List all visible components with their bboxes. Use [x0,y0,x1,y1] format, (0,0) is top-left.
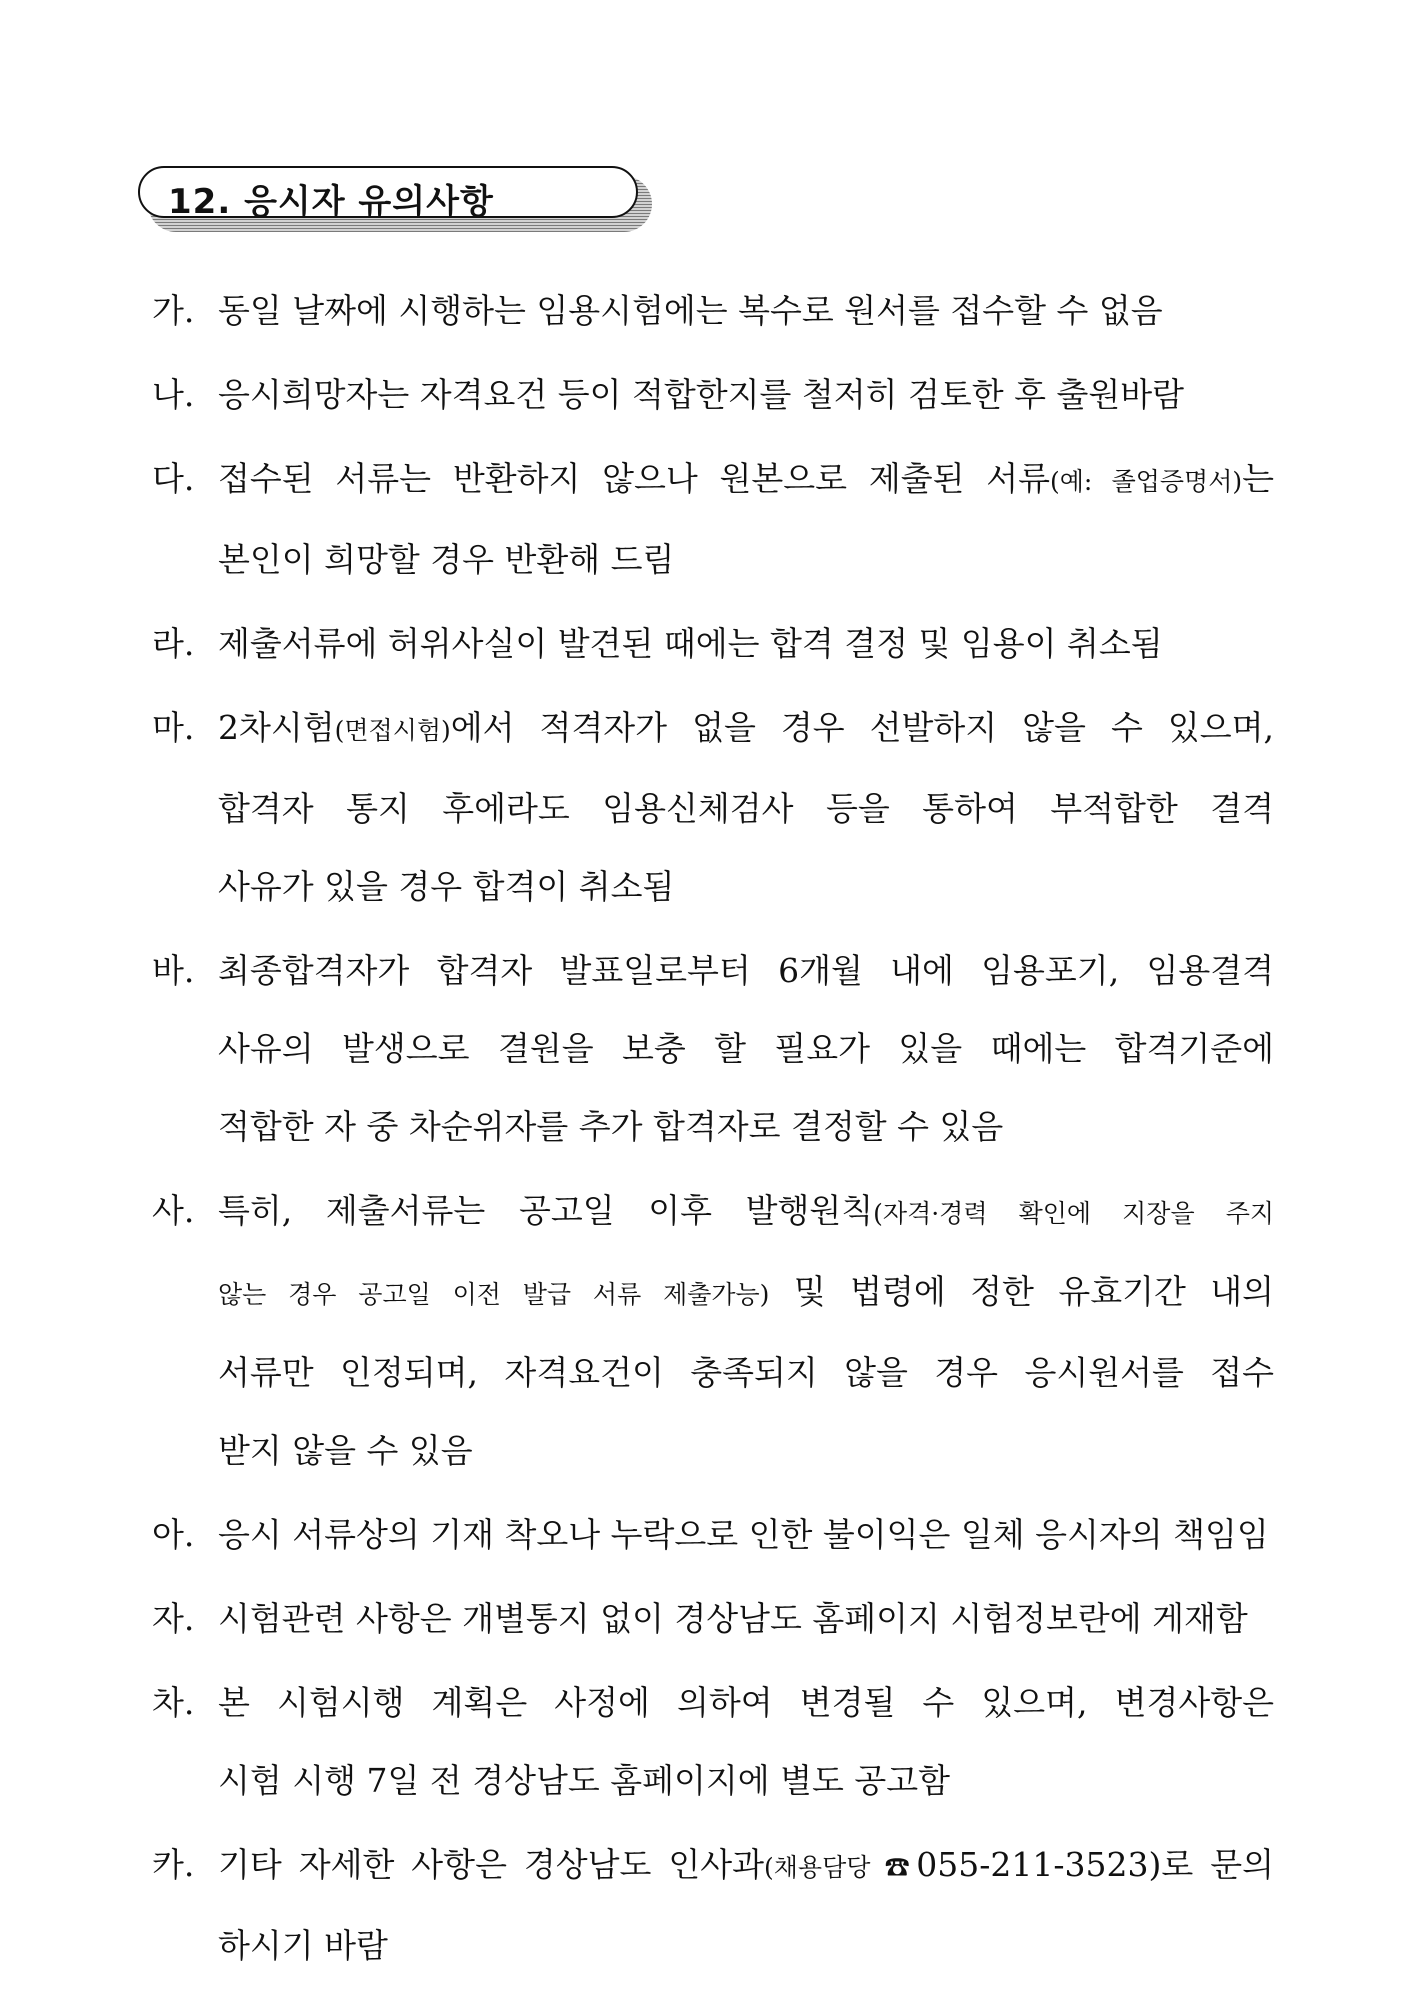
item-text [218,1826,1274,1985]
item-marker: 바. [152,951,195,990]
notice-item-a [152,1496,1274,1574]
item-line: 본인이 희망할 경우 반환해 드림 [218,540,675,579]
item-text [218,1580,1274,1658]
heading-box [138,166,638,222]
item-line: 응시희망자는 자격요건 등이 적합한지를 철저히 검토한 후 출원바람 [218,375,1185,414]
item-line-note: (채용담당 ☎ [764,1853,917,1882]
item-line: 시험관련 사항은 개별통지 없이 경상남도 홈페이지 시험정보란에 게재함 [218,1599,1248,1638]
item-line: 받지 않을 수 있음 [218,1431,473,1470]
notice-item-ja [152,1580,1274,1658]
item-marker: 가. [152,291,195,330]
item-text [218,689,1274,926]
item-line-end: 는 [1242,459,1274,498]
item-line-note: (면접시험) [334,716,451,745]
item-line: 본 시험시행 계획은 사정에 의하여 변경될 수 있으며, 변경사항은 [218,1683,1274,1722]
item-marker: 자. [152,1599,195,1638]
item-marker: 나. [152,375,195,414]
item-line-note: 않는 경우 공고일 이전 발급 서류 제출가능) [218,1280,770,1309]
item-line-main: 기타 자세한 사항은 경상남도 인사과 [218,1845,765,1884]
item-line [218,1253,1274,1334]
item-line-note: (자격·경력 확인에 지장을 주지 [873,1199,1274,1228]
item-text [218,356,1274,434]
notice-item-da [152,440,1274,599]
notice-item-ma [152,689,1274,926]
item-line: 사유가 있을 경우 합격이 취소됨 [218,867,675,906]
item-text [218,1664,1274,1820]
item-text [218,932,1274,1166]
item-line: 동일 날짜에 시행하는 임용시험에는 복수로 원서를 접수할 수 없음 [218,291,1163,330]
item-line-main: 접수된 서류는 반환하지 않으나 원본으로 제출된 서류 [218,459,1051,498]
item-line: 응시 서류상의 기재 착오나 누락으로 인한 불이익은 일체 응시자의 책임임 [218,1515,1269,1554]
item-text [218,440,1274,599]
item-text [218,1496,1274,1574]
item-line: 최종합격자가 합격자 발표일로부터 6개월 내에 임용포기, 임용결격 [218,951,1274,990]
item-line-note: (예: 졸업증명서) [1050,467,1243,496]
item-text [218,605,1274,683]
section-title: 12. 응시자 유의사항 [168,182,494,222]
item-line-end: 에서 적격자가 없을 경우 선발하지 않을 수 있으며, [450,708,1274,747]
item-marker: 카. [152,1845,195,1884]
item-marker: 차. [152,1683,195,1722]
item-line: 합격자 통지 후에라도 임용신체검사 등을 통하여 부적합한 결격 [218,789,1274,828]
item-line: 시험 시행 7일 전 경상남도 홈페이지에 별도 공고함 [218,1761,950,1800]
item-marker: 아. [152,1515,195,1554]
notice-item-cha [152,1664,1274,1820]
item-line-start: 2차시험 [218,708,335,747]
item-text [218,272,1274,350]
item-line-main: 및 법령에 정한 유효기간 내의 [769,1272,1274,1311]
item-line: 하시기 바람 [218,1926,388,1965]
notice-item-ba [152,932,1274,1166]
notice-item-sa [152,1172,1274,1490]
item-line [218,440,1274,521]
item-line: 제출서류에 허위사실이 발견된 때에는 합격 결정 및 임용이 취소됨 [218,624,1163,663]
item-line-main: 특히, 제출서류는 공고일 이후 발행원칙 [218,1191,874,1230]
item-line [218,689,1274,770]
item-marker: 마. [152,708,195,747]
notice-item-ka [152,1826,1274,1985]
item-line: 적합한 자 중 차순위자를 추가 합격자로 결정할 수 있음 [218,1107,1004,1146]
item-text [218,1172,1274,1490]
item-line: 서류만 인정되며, 자격요건이 충족되지 않을 경우 응시원서를 접수 [218,1353,1274,1392]
notice-item-ga [152,272,1274,350]
notice-list [152,272,1274,1991]
item-marker: 라. [152,624,195,663]
notice-item-na [152,356,1274,434]
item-marker: 다. [152,459,195,498]
section-heading [138,166,658,236]
item-line: 사유의 발생으로 결원을 보충 할 필요가 있을 때에는 합격기준에 [218,1029,1274,1068]
phone-number: 055-211-3523) [916,1845,1162,1884]
item-line [218,1172,1274,1253]
notice-item-ra [152,605,1274,683]
item-marker: 사. [152,1191,195,1230]
item-line-end: 로 문의 [1161,1845,1274,1884]
item-line [218,1826,1274,1907]
